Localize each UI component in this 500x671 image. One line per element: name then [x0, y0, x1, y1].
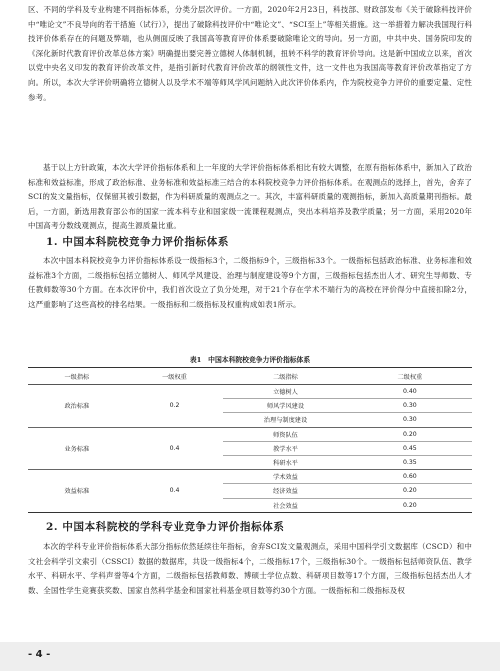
sub-name: 治理与制度建设 [223, 413, 347, 427]
section-heading-2: 2. 中国本科院校的学科专业竞争力评价指标体系 [46, 521, 285, 533]
group-weight: 0.2 [126, 385, 224, 428]
sub-weight: 0.35 [348, 455, 472, 469]
paragraph-evaluation-policy: 区、不同的学科及专业构建不同指标体系，分类分层次评价。一方面，2020年2月23日，科技部、财政部发布《关于破除科技评价中“唯论文”不良导向的若干措施（试行）》，提出了破除科技评价中“唯论文”、“SCI至上”等相关措施。这一举措着力解决我国现行科技评价体系存在的问题及弊端，也从侧面反映了我国高等教育评价体系要破除唯论文的导向。另一方面，中共中央、国务院印发的《深化新时代教育评价改革总体方案》明确提出要完善立德树人体制机制，扭转不科学的教育评价导向。这是新中国成立以来，首次以党中央名义印发的教育评价改革文件，是指引新时代教育评价改革的纲领性文件，这一文件也为我国高等教育评价改革指定了方向。所以，本次大学评价明确将立德树人以及学术不端等师风学风问题纳入此次评价体系内，作为院校竞争力评价的重要定量、定性参考。 [28, 5, 472, 102]
paragraph-index-structure: 本次中国本科院校竞争力评价指标体系设一级指标3个，二级指标9个，三级指标33个。一级指标包括政治标准、业务标准和效益标准3个方面，二级指标包括立德树人、师风学风建设、治理与制度建设等9个方面，三级指标包括杰出人才、研究生导师数、专任教师数等30个方面。在本次评价中，我们首次设立了负分处理，对于21个存在学术不端行为的高校在评价得分中直接扣除2分，这严重影响了这些高校的排名结果。一级指标和二级指标及权重构成如表1所示。 [28, 256, 472, 309]
sub-weight: 0.20 [348, 484, 472, 498]
table-header-row [28, 368, 472, 385]
group-weight: 0.4 [126, 470, 224, 513]
table-caption: 表1 中国本科院校竞争力评价指标体系 [189, 356, 311, 364]
group-name: 效益标准 [28, 470, 126, 513]
sub-weight: 0.30 [348, 413, 472, 427]
group-name: 业务标准 [28, 427, 126, 470]
paragraph-index-adjustment: 基于以上方针政策，本次大学评价指标体系和上一年度的大学评价指标体系相比有较大调整，在原有指标体系中，新加入了政治标准和效益标准，形成了政治标准、业务标准和效益标准三结合的本科院校竞争力评价指标体系。在观测点的选择上，首先，舍弃了SCI的发文量指标，仅保留其被引数据，作为科研质量的观测点之一。其次，丰富科研质量的观测指标，新加入高质量期刊指标。最后，一方面，新选用教育部公布的国家一流本科专业和国家级一流课程观测点，突出本科培养及教学质量；另一方面，采用2020年中国高考分数线观测点，提高生源质量比重。 [28, 163, 472, 231]
sub-weight: 0.30 [348, 399, 472, 413]
sub-weight: 0.20 [348, 498, 472, 512]
sub-weight: 0.40 [348, 385, 472, 399]
sub-weight: 0.45 [348, 441, 472, 455]
sub-name: 立德树人 [223, 385, 347, 399]
header-level1-weight: 一级权重 [126, 368, 224, 385]
group-name: 政治标准 [28, 385, 126, 428]
sub-name: 科研水平 [223, 455, 347, 469]
table-row [28, 427, 472, 441]
sub-name: 教学水平 [223, 441, 347, 455]
sub-name: 学术效益 [223, 470, 347, 484]
header-level2: 二级指标 [223, 368, 347, 385]
footer-bar [0, 642, 500, 671]
sub-weight: 0.20 [348, 427, 472, 441]
sub-weight: 0.60 [348, 470, 472, 484]
header-level1: 一级指标 [28, 368, 126, 385]
group-weight: 0.4 [126, 427, 224, 470]
sub-name: 社会效益 [223, 498, 347, 512]
indicator-table [28, 367, 472, 513]
paragraph-discipline-index: 本次的学科专业评价指标体系大部分指标依然延续往年指标，舍弃SCI发文量观测点，采用中国科学引文数据库（CSCD）和中文社会科学引文索引（CSSCI）数据的数据库，共设一级指标4个，二级指标17个，三级指标30个。一级指标包括师资队伍、教学水平、科研水平、学科声誉等4个方面，二级指标包括教师数、博硕士学位点数、科研项目数等17个方面，三级指标包括杰出人才数、全国性学生竞赛获奖数、国家自然科学基金和国家社科基金项目数等约30个方面。一级指标和二级指标及权 [28, 542, 472, 595]
section-heading-1: 1. 中国本科院校竞争力评价指标体系 [46, 236, 229, 248]
table-row [28, 385, 472, 399]
header-level2-weight: 二级权重 [348, 368, 472, 385]
sub-name: 经济效益 [223, 484, 347, 498]
sub-name: 师资队伍 [223, 427, 347, 441]
sub-name: 师风学风建设 [223, 399, 347, 413]
table-row [28, 470, 472, 484]
page-number: - 4 - [28, 649, 51, 660]
